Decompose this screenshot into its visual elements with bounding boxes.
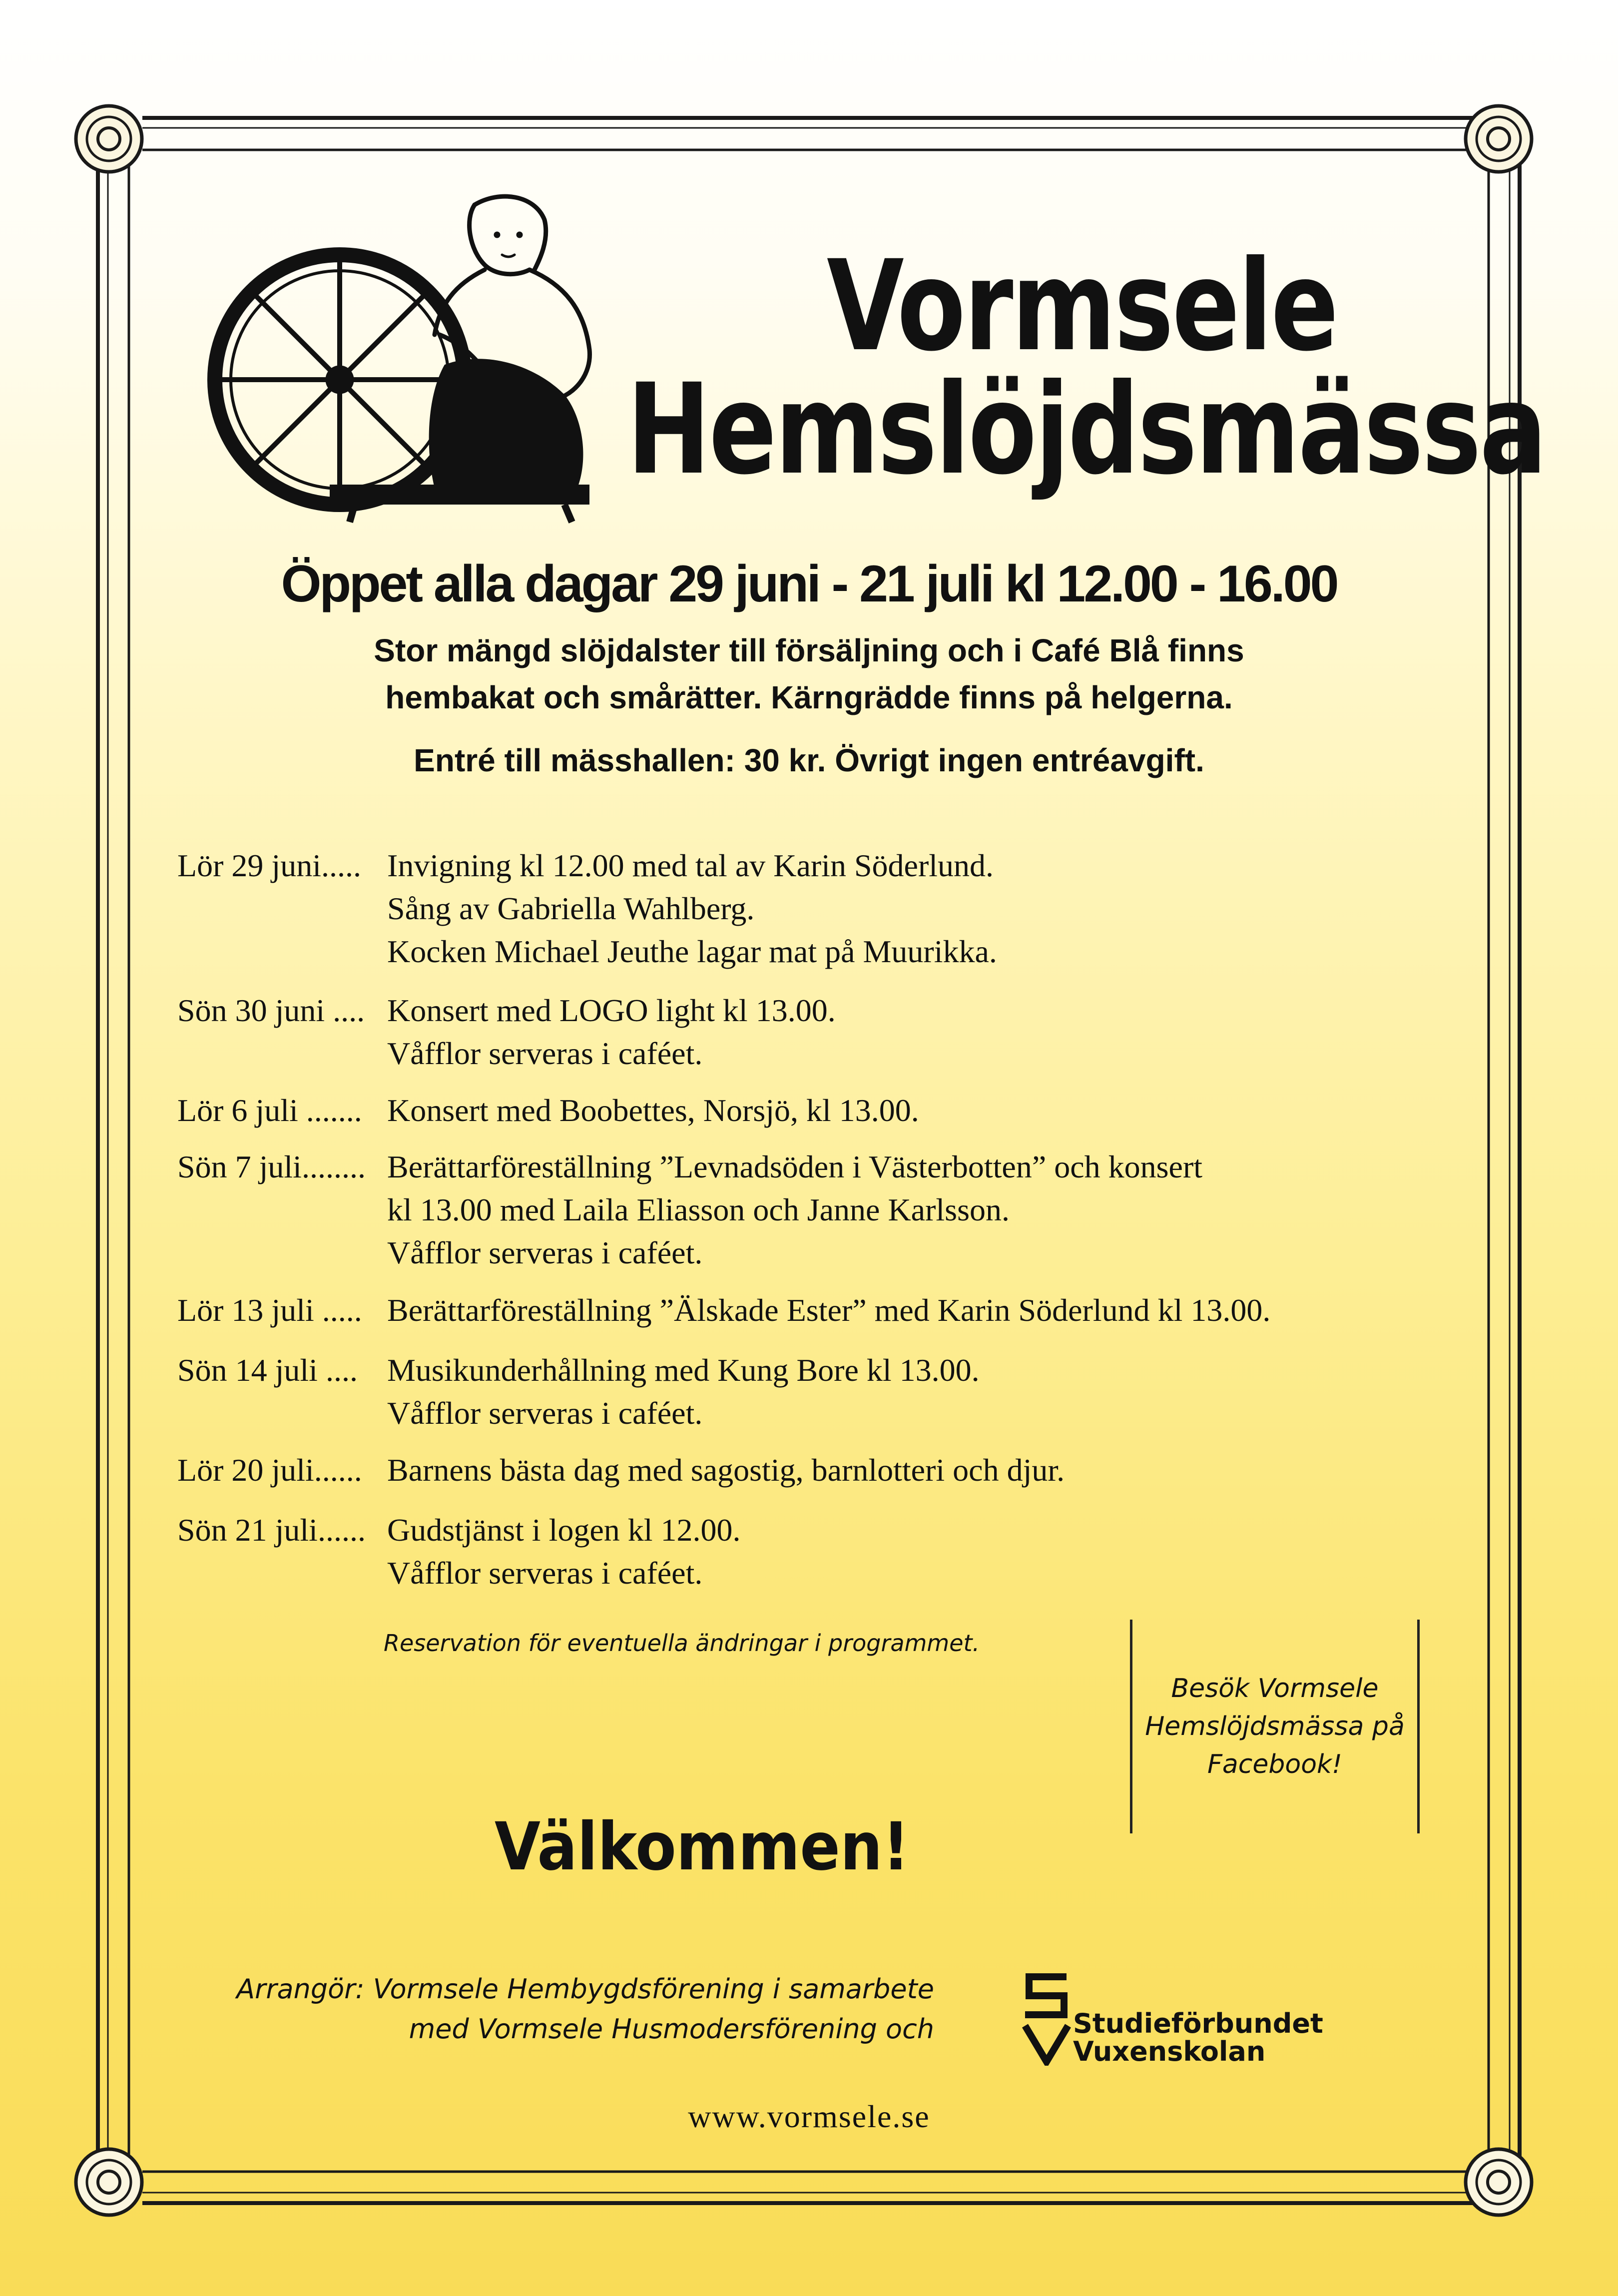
program-day: Sön 21 juli......	[177, 1512, 366, 1548]
program-line: Invigning kl 12.00 med tal av Karin Söderlund.	[387, 848, 994, 883]
program-line: Gudstjänst i logen kl 12.00.	[387, 1512, 741, 1548]
program-day: Sön 7 juli........	[177, 1149, 366, 1184]
intro-line-1: Stor mängd slöjdalster till försäljning och i Café Blå finns	[374, 632, 1244, 668]
sponsor-line-1: Studieförbundet	[1073, 2008, 1323, 2039]
program-day: Lör 29 juni.....	[177, 848, 361, 883]
program-line: Våfflor serveras i caféet.	[387, 1036, 703, 1071]
opening-hours: Öppet alla dagar 29 juni - 21 juli kl 12.00 - 16.00	[281, 555, 1337, 613]
program-line: Våfflor serveras i caféet.	[387, 1555, 703, 1591]
program-day: Lör 6 juli .......	[177, 1093, 362, 1128]
website-link[interactable]: www.vormsele.se	[688, 2099, 930, 2134]
program-line: Barnens bästa dag med sagostig, barnlotteri och djur.	[387, 1452, 1065, 1488]
facebook-line-3: Facebook!	[1207, 1749, 1342, 1779]
program-day: Sön 14 juli ....	[177, 1352, 358, 1388]
program-day: Sön 30 juni ....	[177, 993, 365, 1028]
corner-rosette-icon	[76, 106, 142, 172]
facebook-line-1: Besök Vormsele	[1171, 1674, 1379, 1704]
program-line: Berättarföreställning ”Levnadsöden i Västerbotten” och konsert	[387, 1149, 1203, 1184]
welcome-heading: Välkommen!	[495, 1808, 910, 1885]
organizer-line-1: Arrangör: Vormsele Hembygdsförening i samarbete	[236, 1973, 934, 2005]
program-line: Konsert med Boobettes, Norsjö, kl 13.00.	[387, 1093, 919, 1128]
sponsor-logo	[1019, 1971, 1329, 2071]
program-day: Lör 13 juli .....	[177, 1292, 362, 1328]
program-day: Lör 20 juli......	[177, 1452, 362, 1488]
sponsor-line-2: Vuxenskolan	[1073, 2036, 1266, 2067]
program-line: Sång av Gabriella Wahlberg.	[387, 891, 755, 926]
program-line: Våfflor serveras i caféet.	[387, 1395, 703, 1431]
facebook-box	[1130, 1620, 1420, 1833]
program-line: Kocken Michael Jeuthe lagar mat på Muurikka.	[387, 934, 997, 969]
reservation-note: Reservation för eventuella ändringar i programmet.	[384, 1630, 980, 1657]
corner-rosette-icon	[1466, 106, 1532, 172]
corner-rosette-icon	[76, 2149, 142, 2215]
program-line: Konsert med LOGO light kl 13.00.	[387, 993, 836, 1028]
title-line-2: Hemslöjdsmässa	[627, 357, 1546, 502]
corner-rosette-icon	[1466, 2149, 1532, 2215]
title-line-1: Vormsele	[827, 233, 1337, 379]
spinning-wheel-icon	[205, 185, 614, 525]
intro-line-2: hembakat och smårätter. Kärngrädde finns på helgerna.	[385, 679, 1233, 715]
program-line: Berättarföreställning ”Älskade Ester” med Karin Söderlund kl 13.00.	[387, 1292, 1271, 1328]
program-line: Våfflor serveras i caféet.	[387, 1235, 703, 1270]
facebook-line-2: Hemslöjdsmässa på	[1145, 1712, 1405, 1741]
organizer-text	[0, 1969, 934, 2049]
program-line: kl 13.00 med Laila Eliasson och Janne Karlsson.	[387, 1192, 1010, 1227]
studieforbundet-logo-icon	[1019, 1971, 1074, 2066]
entry-fee: Entré till mässhallen: 30 kr. Övrigt ingen entréavgift.	[414, 742, 1204, 778]
program-line: Musikunderhållning med Kung Bore kl 13.00.	[387, 1352, 980, 1388]
organizer-line-2: med Vormsele Husmodersförening och	[409, 2013, 934, 2045]
